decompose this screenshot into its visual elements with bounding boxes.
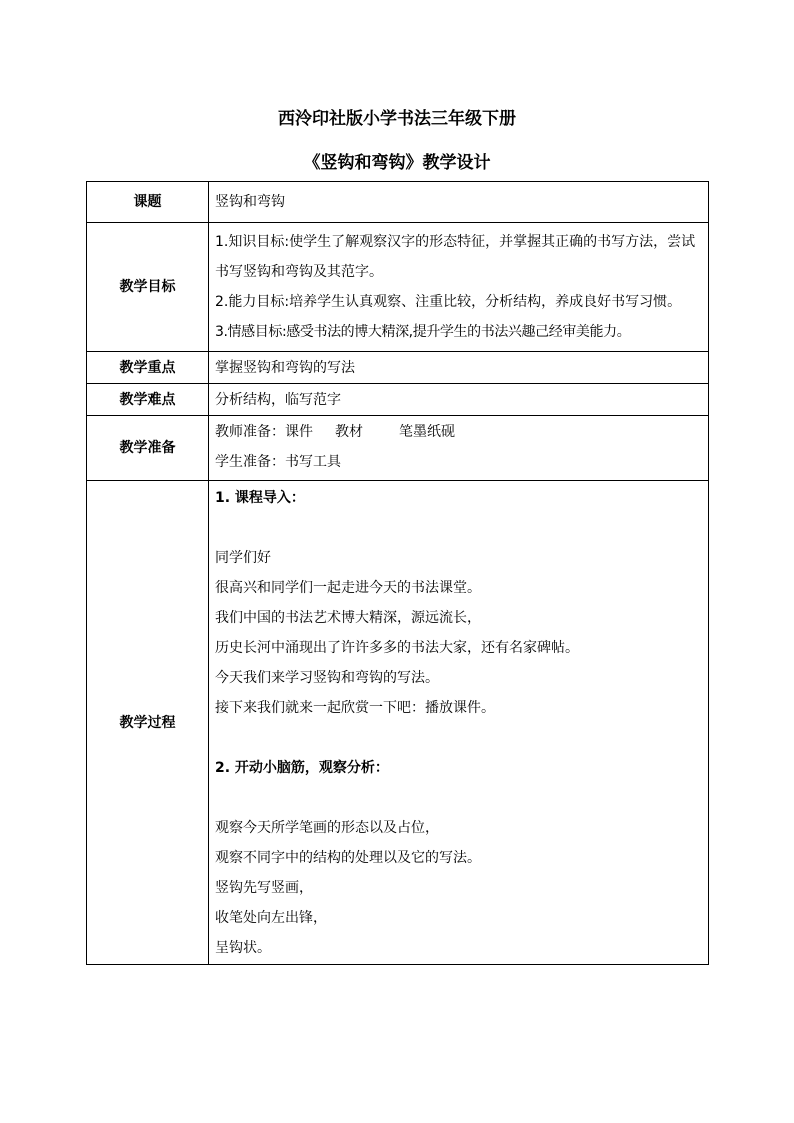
topic-label: 课题 <box>87 182 209 223</box>
objectives-content <box>209 223 709 352</box>
objectives-label: 教学目标 <box>87 223 209 352</box>
table-row-objectives <box>87 223 709 352</box>
step1-line: 同学们好 <box>215 550 271 566</box>
step2-line: 观察不同字中的结构的处理以及它的写法。 <box>215 850 481 866</box>
process-label: 教学过程 <box>87 481 209 965</box>
key-points-label: 教学重点 <box>87 352 209 384</box>
step2-line: 观察今天所学笔画的形态以及占位， <box>215 820 439 836</box>
objective-emotion: 3.情感目标:感受书法的博大精深,提升学生的书法兴趣己经审美能力。 <box>215 324 631 340</box>
step1-line: 接下来我们就来一起欣赏一下吧：播放课件。 <box>215 700 495 716</box>
objective-ability: 2.能力目标:培养学生认真观察、注重比较，分析结构，养成良好书写习惯。 <box>215 294 682 310</box>
spacer <box>215 783 702 813</box>
lesson-plan-table <box>86 181 709 965</box>
step1-title: 1. 课程导入： <box>215 490 305 506</box>
teacher-prep-prefix: 教师准备：课件 <box>215 424 313 440</box>
document-subtitle: 《竖钩和弯钩》教学设计 <box>303 153 491 173</box>
spacer <box>215 513 702 543</box>
preparation-content <box>209 416 709 481</box>
step2-line: 收笔处向左出锋， <box>215 910 327 926</box>
table-row-key-points <box>87 352 709 384</box>
document-title: 西泠印社版小学书法三年级下册 <box>278 109 516 129</box>
step2-line: 呈钩状。 <box>215 940 271 956</box>
teacher-prep-tools: 笔墨纸砚 <box>399 424 455 440</box>
process-content <box>209 481 709 965</box>
difficulties-label: 教学难点 <box>87 384 209 416</box>
step2-title: 2. 开动小脑筋，观察分析： <box>215 760 389 776</box>
table-row-process <box>87 481 709 965</box>
step1-line: 我们中国的书法艺术博大精深，源远流长， <box>215 610 481 626</box>
teacher-prep-materials: 教材 <box>335 424 363 440</box>
step1-line: 历史长河中涌现出了许许多多的书法大家，还有名家碑帖。 <box>215 640 579 656</box>
preparation-label: 教学准备 <box>87 416 209 481</box>
table-row-topic <box>87 182 709 223</box>
step2-line: 竖钩先写竖画， <box>215 880 313 896</box>
spacer <box>215 723 702 753</box>
table-row-preparation <box>87 416 709 481</box>
difficulties-value: 分析结构，临写范字 <box>209 384 709 416</box>
table-row-difficulties <box>87 384 709 416</box>
step1-line: 今天我们来学习竖钩和弯钩的写法。 <box>215 670 439 686</box>
step1-line: 很高兴和同学们一起走进今天的书法课堂。 <box>215 580 481 596</box>
key-points-value: 掌握竖钩和弯钩的写法 <box>209 352 709 384</box>
objective-knowledge: 1.知识目标:使学生了解观察汉字的形态特征，并掌握其正确的书写方法，尝试书写竖钩和弯钩及其范字。 <box>215 234 696 280</box>
teacher-preparation <box>215 417 702 447</box>
student-preparation: 学生准备：书写工具 <box>215 454 341 470</box>
topic-value: 竖钩和弯钩 <box>209 182 709 223</box>
